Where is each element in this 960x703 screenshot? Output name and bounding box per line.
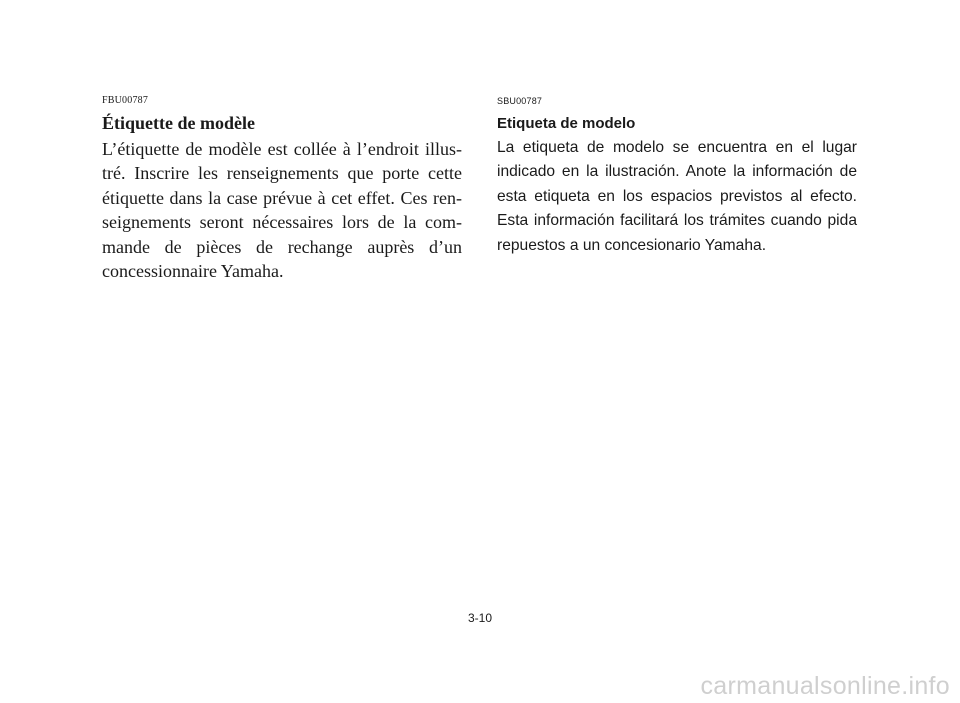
section-heading: Étiquette de modèle (102, 113, 255, 133)
section-code: SBU00787 (497, 96, 543, 106)
section-body: La etiqueta de modelo se encuentra en el lugar indicado en la ilustración. Anote la información de esta etiqueta en los espacios previstos al efecto. Esta información facilitará los trámites cuando pida repuestos a un concesionario Yamaha. (497, 139, 857, 254)
watermark: carmanualsonline.info (700, 672, 950, 700)
section-body: L’étiquette de modèle est collée à l’endroit illus-tré. Inscrire les renseignements que porte cette étiquette dans la case prévue à cet effet. Ces ren-seignements seront nécessaires lors de la com-mande de pièces de rechange auprès d’un concessionnaire Yamaha. (102, 139, 462, 282)
section-heading: Etiqueta de modelo (497, 115, 636, 132)
section-code: FBU00787 (102, 95, 149, 106)
page-number: 3-10 (467, 611, 493, 625)
